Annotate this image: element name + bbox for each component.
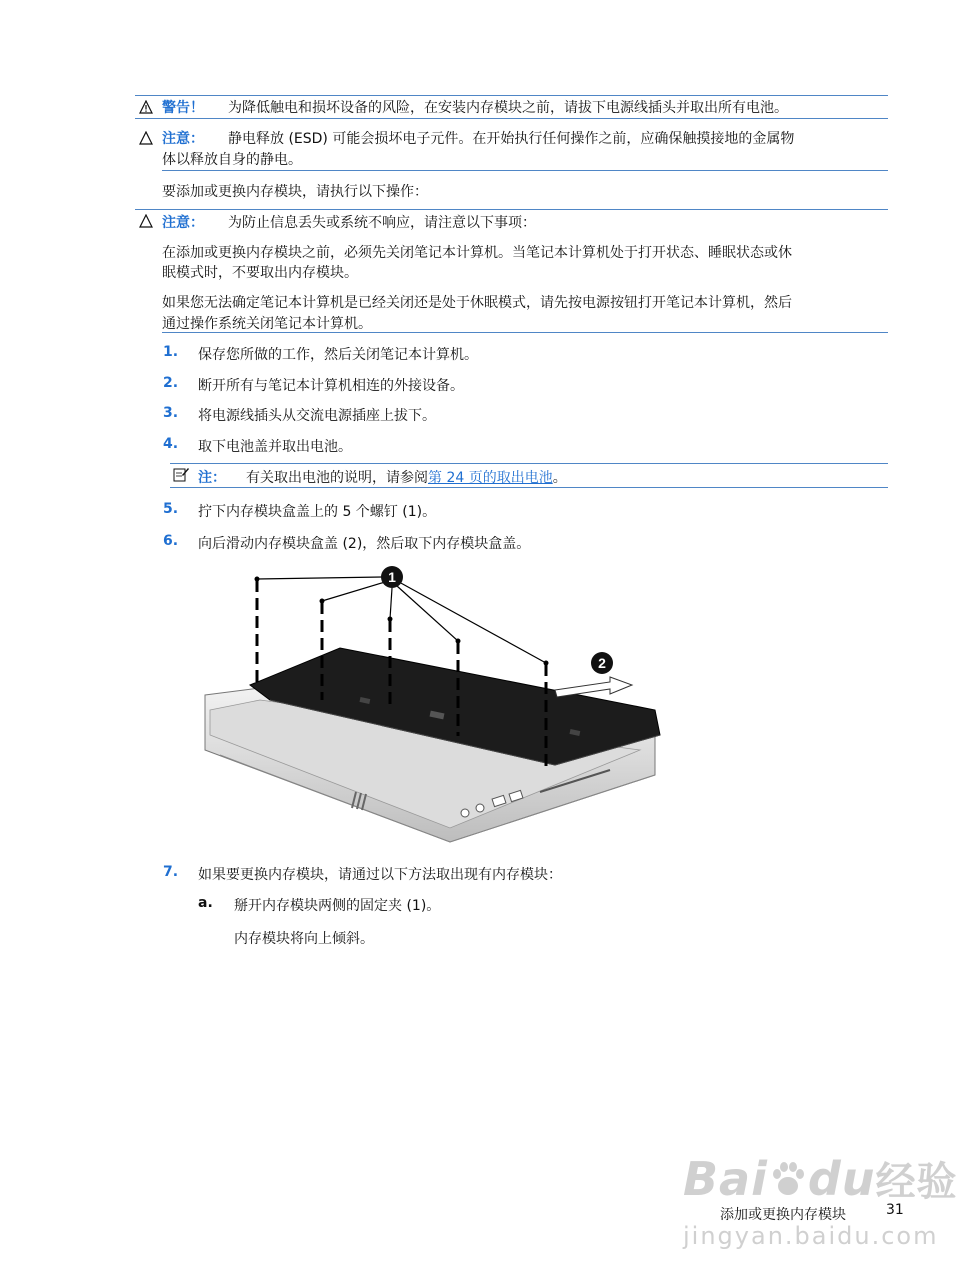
caution2-para2-line1: 如果您无法确定笔记本计算机是已经关闭还是处于休眠模式，请先按电源按钮打开笔记本计算机，然后 — [162, 295, 792, 311]
slide-arrow-icon — [555, 677, 632, 697]
baidu-watermark-logo — [683, 1150, 958, 1207]
watermark-brand-tail: du — [807, 1152, 876, 1206]
audio-port — [476, 804, 484, 812]
note-text-after: 。 — [552, 470, 567, 486]
step-number: 4. — [163, 436, 179, 452]
step-number: 5. — [163, 501, 179, 517]
rule-caution1-bottom — [162, 170, 888, 171]
baidu-paw-icon — [768, 1159, 808, 1199]
substep-subtext: 内存模块将向上倾斜。 — [234, 931, 374, 947]
caution2-para1-line1: 在添加或更换内存模块之前，必须先关闭笔记本计算机。当笔记本计算机处于打开状态、睡眠状态或休 — [162, 245, 792, 261]
warning-text: 为降低触电和损坏设备的风险，在安装内存模块之前，请拔下电源线插头并取出所有电池。 — [228, 100, 788, 116]
step-text: 取下电池盖并取出电池。 — [198, 439, 352, 455]
caution2-para1-line2: 眠模式时，不要取出内存模块。 — [162, 265, 358, 281]
note-pencil-icon — [173, 466, 189, 482]
step-text: 断开所有与笔记本计算机相连的外接设备。 — [198, 378, 464, 394]
intro-text: 要添加或更换内存模块，请执行以下操作： — [162, 184, 428, 200]
step-text: 如果要更换内存模块，请通过以下方法取出现有内存模块： — [198, 867, 562, 883]
step-text: 保存您所做的工作，然后关闭笔记本计算机。 — [198, 347, 478, 363]
note-text-before: 有关取出电池的说明，请参阅 — [246, 470, 428, 486]
callout-1-leader-lines — [257, 577, 546, 663]
note-label: 注： — [198, 470, 226, 486]
memory-cover-illustration — [200, 560, 670, 850]
step-text: 向后滑动内存模块盒盖 (2)，然后取下内存模块盒盖。 — [198, 536, 531, 552]
rule-caution2-top — [135, 209, 888, 210]
caution1-text-line2: 体以释放自身的静电。 — [162, 152, 302, 168]
rule-warning-bottom — [135, 118, 888, 119]
step-text: 拧下内存模块盒盖上的 5 个螺钉 (1)。 — [198, 504, 437, 520]
rule-warning-top — [135, 95, 888, 96]
caution-triangle-icon — [139, 131, 153, 145]
note-text — [246, 467, 567, 487]
rule-note-top — [170, 463, 888, 464]
step-number: 1. — [163, 344, 179, 360]
step-text: 将电源线插头从交流电源插座上拔下。 — [198, 408, 436, 424]
step-number: 6. — [163, 533, 179, 549]
warning-label: 警告！ — [162, 100, 204, 116]
watermark-jingyan: 经验 — [875, 1159, 958, 1205]
step-number: 7. — [163, 864, 179, 880]
caution2-label: 注意： — [162, 215, 204, 231]
footer-title: 添加或更换内存模块 — [720, 1207, 846, 1223]
remove-battery-link[interactable]: 第 24 页的取出电池 — [428, 470, 553, 486]
step-number: 3. — [163, 405, 179, 421]
audio-port — [461, 809, 469, 817]
caution2-text: 为防止信息丢失或系统不响应，请注意以下事项： — [228, 215, 536, 231]
watermark-brand: Bai — [683, 1152, 768, 1206]
watermark-url: jingyan.baidu.com — [683, 1222, 939, 1250]
warning-triangle-icon — [139, 100, 153, 114]
rule-caution2-bottom — [162, 332, 888, 333]
callout-2-label: 2 — [598, 655, 606, 671]
caution1-label: 注意： — [162, 131, 204, 147]
page-number: 31 — [886, 1202, 904, 1218]
caution1-text-line1: 静电释放 (ESD) 可能会损坏电子元件。在开始执行任何操作之前，应确保触摸接地的金属物 — [228, 131, 795, 147]
caution-triangle-icon — [139, 214, 153, 228]
rule-note-bottom — [170, 487, 888, 488]
step-number: 2. — [163, 375, 179, 391]
substep-letter: a. — [198, 895, 213, 911]
caution2-para2-line2: 通过操作系统关闭笔记本计算机。 — [162, 316, 372, 332]
callout-1-label: 1 — [388, 569, 396, 585]
substep-text: 掰开内存模块两侧的固定夹 (1)。 — [234, 898, 441, 914]
